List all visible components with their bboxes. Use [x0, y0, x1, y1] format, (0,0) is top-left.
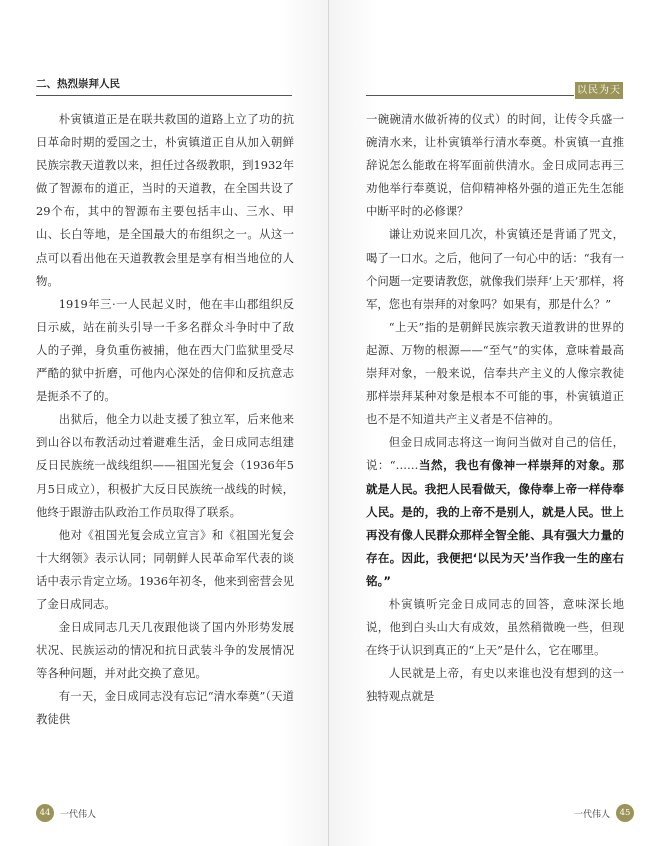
header-rule [366, 95, 574, 96]
paragraph: 他对《祖国光复会成立宣言》和《祖国光复会十大纲领》表示认同；同朝鲜人民革命军代表的谈话中表示肯定立场。1936年初冬，他来到密营会见了金日成同志。 [36, 527, 294, 611]
book-title: 一代伟人 [573, 809, 610, 820]
right-footer [574, 800, 634, 826]
left-body-text [36, 108, 294, 732]
paragraph: 有一天，金日成同志没有忘记“清水奉奠”（天道教徒供 [36, 689, 294, 727]
paragraph: 金日成同志几天几夜跟他谈了国内外形势发展状况、民族运动的情况和抗日武装斗争的发展情况等各种问题，并对此交换了意见。 [36, 620, 294, 681]
paragraph [366, 431, 624, 593]
paragraph: 朴寅镇道正是在联共救国的道路上立了功的抗日革命时期的爱国之士，朴寅镇道正自从加入朝鲜民族宗教天道教以来，担任过各级教职，到1932年做了智源布的道正，当时的天道教，在全国共设了29个布，其中的智源布主要包括丰山、三水、甲山、长白等地，是全国最大的布组织之一。从这一点可以看出他在天道教教会里是享有相当地位的人物。 [36, 112, 294, 288]
right-body-text [366, 108, 624, 708]
paragraph: 1919年三·一人民起义时，他在丰山郡组织反日示威，站在前头引导一千多名群众斗争时中了敌人的子弹，身负重伤被捕，他在西大门监狱里受尽严酷的狱中折磨，可他内心深处的信仰和反抗意志是扼杀不了的。 [36, 296, 294, 404]
left-footer [36, 800, 96, 826]
page-number-badge: 45 [616, 804, 634, 822]
paragraph: 出狱后，他全力以赴支援了独立军，后来他来到山谷以布教活动过着避难生活，金日成同志组建反日民族统一战线组织——祖国光复会（1936年5月5日成立），积极扩大反日民族统一战线的时候，他终于跟游击队政治工作员取得了联系。 [36, 412, 294, 519]
page-number-badge: 44 [36, 804, 54, 822]
paragraph: “上天”指的是朝鲜民族宗教天道教讲的世界的起源、万物的根源——“至气”的实体，意味着最高崇拜对象，一般来说，信奉共产主义的人像宗教徒那样崇拜某种对象是根本不可能的事，朴寅镇道正也不是不知道共产主义者是不信神的。 [366, 319, 624, 427]
paragraph: 朴寅镇听完金日成同志的回答，意味深长地说，他到白头山大有成效，虽然稍微晚一些，但现在终于认识到真正的“上天”是什么，它在哪里。 [366, 596, 624, 658]
section-badge: 以民为天 [575, 82, 623, 99]
chapter-header: 二、热烈崇拜人民 [36, 76, 292, 96]
bold-quote: 当然，我也有像神一样崇拜的对象。那就是人民。我把人民看做天，像侍奉上帝一样侍奉人民。是的，我的上帝不是别人，就是人民。世上再没有像人民群众那样全智全能、具有强大力量的存在。因此，我便把‘以民为天’当作我一生的座右铭。” [366, 458, 624, 588]
paragraph: 人民就是上帝，有史以来谁也没有想到的这一独特观点就是 [366, 666, 624, 704]
right-page [329, 0, 658, 846]
quote-intro: 但金日成同志将这一询问当做对自己的信任，说：“…… [366, 435, 624, 473]
book-title: 一代伟人 [60, 809, 97, 820]
paragraph: 一碗碗清水做祈祷的仪式）的时间，让传令兵盛一碗清水来，让朴寅镇举行清水奉奠。朴寅镇一直推辞说怎么能敢在将军面前供清水。金日成同志再三劝他举行奉奠说，信仰精神格外强的道正先生怎能中断平时的必修课？ [366, 112, 624, 219]
paragraph: 谦让劝说来回几次，朴寅镇还是背诵了咒文，喝了一口水。之后，他问了一句心中的话：“我有一个问题一定要请教您，就像我们崇拜‘上天’那样，将军，您也有崇拜的对象吗？如果有，那是什么？” [366, 227, 624, 311]
